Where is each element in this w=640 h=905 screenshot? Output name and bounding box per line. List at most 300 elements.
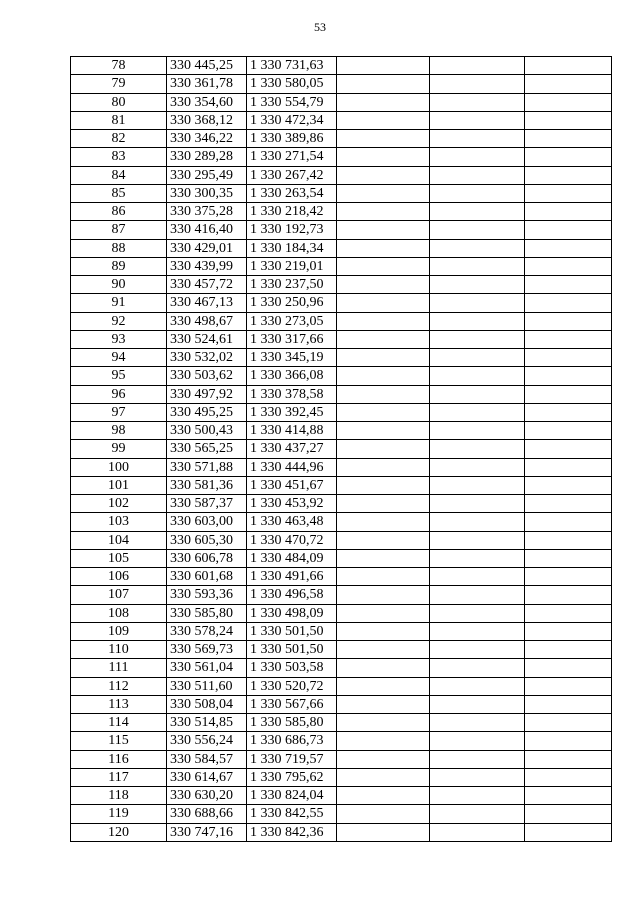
y-coordinate-cell: 1 330 842,55 <box>247 805 337 823</box>
x-coordinate-cell: 330 503,62 <box>167 367 247 385</box>
x-coordinate-cell: 330 605,30 <box>167 531 247 549</box>
y-coordinate-cell: 1 330 444,96 <box>247 458 337 476</box>
empty-cell <box>525 330 612 348</box>
empty-cell <box>525 787 612 805</box>
empty-cell <box>337 294 430 312</box>
table-row <box>71 294 612 312</box>
y-coordinate-cell: 1 330 503,58 <box>247 659 337 677</box>
y-coordinate-cell: 1 330 585,80 <box>247 714 337 732</box>
empty-cell <box>430 641 525 659</box>
empty-cell <box>430 93 525 111</box>
empty-cell <box>337 641 430 659</box>
point-number-cell: 80 <box>71 93 167 111</box>
empty-cell <box>430 476 525 494</box>
x-coordinate-cell: 330 467,13 <box>167 294 247 312</box>
empty-cell <box>525 622 612 640</box>
y-coordinate-cell: 1 330 273,05 <box>247 312 337 330</box>
empty-cell <box>525 257 612 275</box>
empty-cell <box>430 714 525 732</box>
table-row <box>71 184 612 202</box>
y-coordinate-cell: 1 330 345,19 <box>247 349 337 367</box>
empty-cell <box>430 294 525 312</box>
empty-cell <box>525 641 612 659</box>
point-number-cell: 98 <box>71 422 167 440</box>
empty-cell <box>337 349 430 367</box>
table-row <box>71 549 612 567</box>
point-number-cell: 85 <box>71 184 167 202</box>
empty-cell <box>430 732 525 750</box>
empty-cell <box>430 458 525 476</box>
empty-cell <box>337 458 430 476</box>
point-number-cell: 118 <box>71 787 167 805</box>
empty-cell <box>430 111 525 129</box>
empty-cell <box>525 549 612 567</box>
empty-cell <box>430 659 525 677</box>
point-number-cell: 117 <box>71 768 167 786</box>
empty-cell <box>337 57 430 75</box>
empty-cell <box>430 586 525 604</box>
point-number-cell: 99 <box>71 440 167 458</box>
x-coordinate-cell: 330 429,01 <box>167 239 247 257</box>
x-coordinate-cell: 330 581,36 <box>167 476 247 494</box>
point-number-cell: 106 <box>71 568 167 586</box>
empty-cell <box>337 787 430 805</box>
empty-cell <box>430 349 525 367</box>
point-number-cell: 100 <box>71 458 167 476</box>
table-row <box>71 221 612 239</box>
point-number-cell: 110 <box>71 641 167 659</box>
point-number-cell: 113 <box>71 695 167 713</box>
empty-cell <box>430 221 525 239</box>
x-coordinate-cell: 330 578,24 <box>167 622 247 640</box>
table-row <box>71 586 612 604</box>
empty-cell <box>430 568 525 586</box>
x-coordinate-cell: 330 511,60 <box>167 677 247 695</box>
y-coordinate-cell: 1 330 437,27 <box>247 440 337 458</box>
empty-cell <box>525 513 612 531</box>
empty-cell <box>337 367 430 385</box>
y-coordinate-cell: 1 330 501,50 <box>247 622 337 640</box>
table-row <box>71 659 612 677</box>
point-number-cell: 86 <box>71 203 167 221</box>
y-coordinate-cell: 1 330 842,36 <box>247 823 337 841</box>
empty-cell <box>430 75 525 93</box>
empty-cell <box>525 93 612 111</box>
empty-cell <box>430 330 525 348</box>
empty-cell <box>337 257 430 275</box>
x-coordinate-cell: 330 584,57 <box>167 750 247 768</box>
empty-cell <box>430 604 525 622</box>
empty-cell <box>430 695 525 713</box>
empty-cell <box>430 203 525 221</box>
empty-cell <box>525 57 612 75</box>
empty-cell <box>430 805 525 823</box>
empty-cell <box>337 440 430 458</box>
empty-cell <box>525 349 612 367</box>
table-row <box>71 422 612 440</box>
empty-cell <box>525 385 612 403</box>
x-coordinate-cell: 330 439,99 <box>167 257 247 275</box>
empty-cell <box>337 166 430 184</box>
point-number-cell: 104 <box>71 531 167 549</box>
empty-cell <box>337 768 430 786</box>
empty-cell <box>525 677 612 695</box>
x-coordinate-cell: 330 375,28 <box>167 203 247 221</box>
empty-cell <box>337 659 430 677</box>
empty-cell <box>525 659 612 677</box>
table-row <box>71 75 612 93</box>
empty-cell <box>430 257 525 275</box>
table-row <box>71 787 612 805</box>
empty-cell <box>525 367 612 385</box>
point-number-cell: 84 <box>71 166 167 184</box>
table-row <box>71 750 612 768</box>
table-row <box>71 568 612 586</box>
empty-cell <box>525 148 612 166</box>
empty-cell <box>525 166 612 184</box>
empty-cell <box>337 312 430 330</box>
table-row <box>71 641 612 659</box>
point-number-cell: 91 <box>71 294 167 312</box>
empty-cell <box>525 458 612 476</box>
y-coordinate-cell: 1 330 731,63 <box>247 57 337 75</box>
empty-cell <box>525 203 612 221</box>
empty-cell <box>430 312 525 330</box>
y-coordinate-cell: 1 330 451,67 <box>247 476 337 494</box>
x-coordinate-cell: 330 532,02 <box>167 349 247 367</box>
point-number-cell: 83 <box>71 148 167 166</box>
empty-cell <box>525 695 612 713</box>
y-coordinate-cell: 1 330 192,73 <box>247 221 337 239</box>
point-number-cell: 102 <box>71 495 167 513</box>
x-coordinate-cell: 330 295,49 <box>167 166 247 184</box>
table-row <box>71 130 612 148</box>
empty-cell <box>337 513 430 531</box>
empty-cell <box>337 93 430 111</box>
empty-cell <box>525 276 612 294</box>
x-coordinate-cell: 330 688,66 <box>167 805 247 823</box>
table-row <box>71 805 612 823</box>
table-row <box>71 239 612 257</box>
empty-cell <box>337 111 430 129</box>
table-row <box>71 768 612 786</box>
x-coordinate-cell: 330 498,67 <box>167 312 247 330</box>
point-number-cell: 119 <box>71 805 167 823</box>
empty-cell <box>525 823 612 841</box>
x-coordinate-cell: 330 445,25 <box>167 57 247 75</box>
empty-cell <box>430 787 525 805</box>
empty-cell <box>430 367 525 385</box>
point-number-cell: 97 <box>71 403 167 421</box>
table-row <box>71 349 612 367</box>
table-row <box>71 513 612 531</box>
y-coordinate-cell: 1 330 795,62 <box>247 768 337 786</box>
x-coordinate-cell: 330 747,16 <box>167 823 247 841</box>
empty-cell <box>430 622 525 640</box>
table-row <box>71 458 612 476</box>
point-number-cell: 108 <box>71 604 167 622</box>
y-coordinate-cell: 1 330 824,04 <box>247 787 337 805</box>
empty-cell <box>337 221 430 239</box>
point-number-cell: 111 <box>71 659 167 677</box>
empty-cell <box>337 586 430 604</box>
y-coordinate-cell: 1 330 414,88 <box>247 422 337 440</box>
x-coordinate-cell: 330 565,25 <box>167 440 247 458</box>
x-coordinate-cell: 330 630,20 <box>167 787 247 805</box>
empty-cell <box>525 732 612 750</box>
empty-cell <box>337 531 430 549</box>
y-coordinate-cell: 1 330 719,57 <box>247 750 337 768</box>
x-coordinate-cell: 330 571,88 <box>167 458 247 476</box>
empty-cell <box>525 568 612 586</box>
table-row <box>71 823 612 841</box>
table-row <box>71 367 612 385</box>
point-number-cell: 109 <box>71 622 167 640</box>
y-coordinate-cell: 1 330 271,54 <box>247 148 337 166</box>
y-coordinate-cell: 1 330 250,96 <box>247 294 337 312</box>
x-coordinate-cell: 330 514,85 <box>167 714 247 732</box>
empty-cell <box>430 768 525 786</box>
y-coordinate-cell: 1 330 267,42 <box>247 166 337 184</box>
point-number-cell: 115 <box>71 732 167 750</box>
x-coordinate-cell: 330 614,67 <box>167 768 247 786</box>
empty-cell <box>337 622 430 640</box>
point-number-cell: 101 <box>71 476 167 494</box>
y-coordinate-cell: 1 330 453,92 <box>247 495 337 513</box>
y-coordinate-cell: 1 330 392,45 <box>247 403 337 421</box>
empty-cell <box>430 495 525 513</box>
point-number-cell: 114 <box>71 714 167 732</box>
point-number-cell: 95 <box>71 367 167 385</box>
empty-cell <box>525 476 612 494</box>
x-coordinate-cell: 330 585,80 <box>167 604 247 622</box>
empty-cell <box>430 422 525 440</box>
empty-cell <box>525 221 612 239</box>
table-row <box>71 385 612 403</box>
empty-cell <box>430 677 525 695</box>
y-coordinate-cell: 1 330 237,50 <box>247 276 337 294</box>
page-number: 53 <box>314 20 326 34</box>
x-coordinate-cell: 330 569,73 <box>167 641 247 659</box>
point-number-cell: 87 <box>71 221 167 239</box>
table-row <box>71 695 612 713</box>
y-coordinate-cell: 1 330 366,08 <box>247 367 337 385</box>
empty-cell <box>337 385 430 403</box>
x-coordinate-cell: 330 497,92 <box>167 385 247 403</box>
coordinates-table <box>70 56 612 842</box>
coordinates-table-body <box>71 57 612 842</box>
empty-cell <box>430 239 525 257</box>
x-coordinate-cell: 330 524,61 <box>167 330 247 348</box>
table-row <box>71 677 612 695</box>
y-coordinate-cell: 1 330 463,48 <box>247 513 337 531</box>
point-number-cell: 103 <box>71 513 167 531</box>
x-coordinate-cell: 330 601,68 <box>167 568 247 586</box>
table-row <box>71 93 612 111</box>
empty-cell <box>337 732 430 750</box>
x-coordinate-cell: 330 587,37 <box>167 495 247 513</box>
table-row <box>71 166 612 184</box>
empty-cell <box>337 403 430 421</box>
empty-cell <box>525 750 612 768</box>
table-row <box>71 440 612 458</box>
y-coordinate-cell: 1 330 218,42 <box>247 203 337 221</box>
y-coordinate-cell: 1 330 470,72 <box>247 531 337 549</box>
empty-cell <box>430 440 525 458</box>
y-coordinate-cell: 1 330 501,50 <box>247 641 337 659</box>
empty-cell <box>430 513 525 531</box>
empty-cell <box>337 239 430 257</box>
y-coordinate-cell: 1 330 554,79 <box>247 93 337 111</box>
empty-cell <box>430 57 525 75</box>
empty-cell <box>430 184 525 202</box>
point-number-cell: 78 <box>71 57 167 75</box>
y-coordinate-cell: 1 330 484,09 <box>247 549 337 567</box>
point-number-cell: 96 <box>71 385 167 403</box>
point-number-cell: 79 <box>71 75 167 93</box>
y-coordinate-cell: 1 330 520,72 <box>247 677 337 695</box>
table-row <box>71 732 612 750</box>
empty-cell <box>525 111 612 129</box>
table-row <box>71 312 612 330</box>
point-number-cell: 116 <box>71 750 167 768</box>
x-coordinate-cell: 330 368,12 <box>167 111 247 129</box>
empty-cell <box>525 440 612 458</box>
point-number-cell: 82 <box>71 130 167 148</box>
point-number-cell: 112 <box>71 677 167 695</box>
y-coordinate-cell: 1 330 472,34 <box>247 111 337 129</box>
empty-cell <box>525 768 612 786</box>
x-coordinate-cell: 330 361,78 <box>167 75 247 93</box>
x-coordinate-cell: 330 495,25 <box>167 403 247 421</box>
empty-cell <box>525 312 612 330</box>
table-row <box>71 495 612 513</box>
y-coordinate-cell: 1 330 498,09 <box>247 604 337 622</box>
table-row <box>71 111 612 129</box>
table-row <box>71 476 612 494</box>
table-row <box>71 403 612 421</box>
empty-cell <box>337 203 430 221</box>
y-coordinate-cell: 1 330 496,58 <box>247 586 337 604</box>
empty-cell <box>337 148 430 166</box>
point-number-cell: 93 <box>71 330 167 348</box>
empty-cell <box>525 586 612 604</box>
empty-cell <box>337 422 430 440</box>
empty-cell <box>525 531 612 549</box>
y-coordinate-cell: 1 330 580,05 <box>247 75 337 93</box>
table-row <box>71 148 612 166</box>
empty-cell <box>525 75 612 93</box>
empty-cell <box>430 166 525 184</box>
table-row <box>71 276 612 294</box>
empty-cell <box>337 714 430 732</box>
point-number-cell: 92 <box>71 312 167 330</box>
empty-cell <box>337 495 430 513</box>
empty-cell <box>430 276 525 294</box>
empty-cell <box>430 148 525 166</box>
point-number-cell: 88 <box>71 239 167 257</box>
empty-cell <box>337 805 430 823</box>
empty-cell <box>525 294 612 312</box>
y-coordinate-cell: 1 330 317,66 <box>247 330 337 348</box>
point-number-cell: 90 <box>71 276 167 294</box>
empty-cell <box>525 130 612 148</box>
empty-cell <box>525 239 612 257</box>
x-coordinate-cell: 330 603,00 <box>167 513 247 531</box>
empty-cell <box>430 130 525 148</box>
y-coordinate-cell: 1 330 567,66 <box>247 695 337 713</box>
x-coordinate-cell: 330 416,40 <box>167 221 247 239</box>
empty-cell <box>430 531 525 549</box>
table-row <box>71 622 612 640</box>
point-number-cell: 81 <box>71 111 167 129</box>
empty-cell <box>337 476 430 494</box>
empty-cell <box>337 276 430 294</box>
y-coordinate-cell: 1 330 263,54 <box>247 184 337 202</box>
table-row <box>71 57 612 75</box>
empty-cell <box>525 495 612 513</box>
point-number-cell: 120 <box>71 823 167 841</box>
table-row <box>71 531 612 549</box>
empty-cell <box>337 184 430 202</box>
empty-cell <box>430 403 525 421</box>
table-row <box>71 714 612 732</box>
empty-cell <box>337 75 430 93</box>
empty-cell <box>337 568 430 586</box>
empty-cell <box>525 714 612 732</box>
y-coordinate-cell: 1 330 389,86 <box>247 130 337 148</box>
point-number-cell: 105 <box>71 549 167 567</box>
empty-cell <box>525 422 612 440</box>
empty-cell <box>430 750 525 768</box>
empty-cell <box>337 604 430 622</box>
empty-cell <box>337 549 430 567</box>
x-coordinate-cell: 330 289,28 <box>167 148 247 166</box>
y-coordinate-cell: 1 330 184,34 <box>247 239 337 257</box>
empty-cell <box>337 823 430 841</box>
x-coordinate-cell: 330 593,36 <box>167 586 247 604</box>
x-coordinate-cell: 330 300,35 <box>167 184 247 202</box>
point-number-cell: 107 <box>71 586 167 604</box>
empty-cell <box>525 403 612 421</box>
empty-cell <box>430 549 525 567</box>
empty-cell <box>337 750 430 768</box>
y-coordinate-cell: 1 330 378,58 <box>247 385 337 403</box>
table-row <box>71 330 612 348</box>
point-number-cell: 94 <box>71 349 167 367</box>
empty-cell <box>525 604 612 622</box>
x-coordinate-cell: 330 354,60 <box>167 93 247 111</box>
empty-cell <box>337 130 430 148</box>
x-coordinate-cell: 330 346,22 <box>167 130 247 148</box>
x-coordinate-cell: 330 556,24 <box>167 732 247 750</box>
empty-cell <box>337 677 430 695</box>
empty-cell <box>337 695 430 713</box>
x-coordinate-cell: 330 561,04 <box>167 659 247 677</box>
point-number-cell: 89 <box>71 257 167 275</box>
x-coordinate-cell: 330 606,78 <box>167 549 247 567</box>
empty-cell <box>525 184 612 202</box>
empty-cell <box>430 385 525 403</box>
x-coordinate-cell: 330 508,04 <box>167 695 247 713</box>
y-coordinate-cell: 1 330 219,01 <box>247 257 337 275</box>
y-coordinate-cell: 1 330 686,73 <box>247 732 337 750</box>
x-coordinate-cell: 330 457,72 <box>167 276 247 294</box>
x-coordinate-cell: 330 500,43 <box>167 422 247 440</box>
table-row <box>71 257 612 275</box>
empty-cell <box>337 330 430 348</box>
empty-cell <box>430 823 525 841</box>
